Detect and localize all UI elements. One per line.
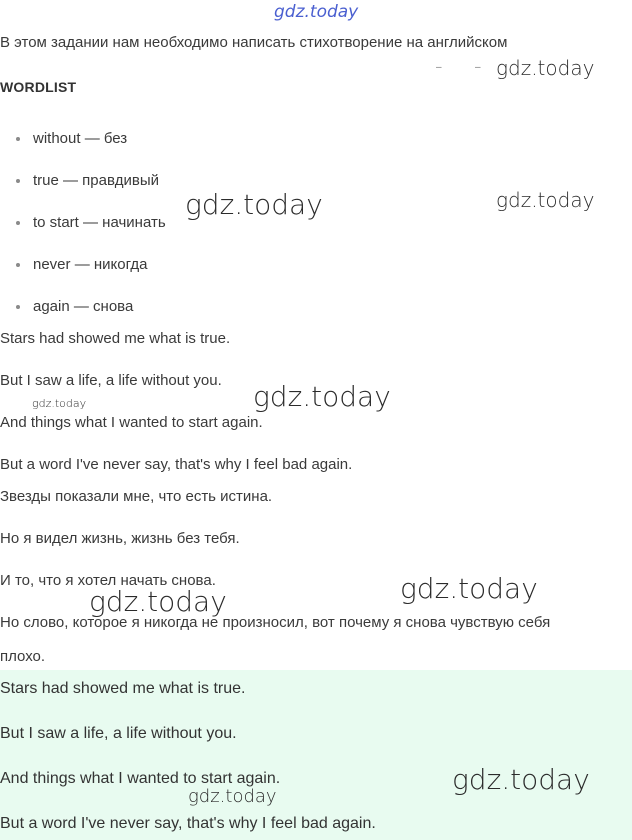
watermark: gdz.today: [400, 572, 538, 605]
watermark: gdz.today: [452, 763, 590, 796]
decor-dash: –: [475, 62, 481, 73]
list-item-text: without — без: [33, 130, 128, 147]
decor-dash: –: [436, 62, 442, 73]
watermark: gdz.today: [188, 786, 277, 807]
watermark: gdz.today: [89, 585, 227, 618]
translation-line: плохо.: [0, 648, 46, 665]
bullet-icon: [16, 137, 20, 141]
list-item-text: never — никогда: [33, 256, 148, 273]
bullet-icon: [16, 305, 20, 309]
watermark: gdz.today: [496, 188, 595, 212]
highlight-line: And things what I wanted to start again.: [0, 770, 281, 787]
translation-line: Но я видел жизнь, жизнь без тебя.: [0, 530, 240, 547]
list-item-text: to start — начинать: [33, 214, 166, 231]
bullet-icon: [16, 179, 20, 183]
highlight-line: But a word I've never say, that's why I feel bad again.: [0, 815, 376, 832]
watermark: gdz.today: [32, 397, 87, 410]
watermark: gdz.today: [253, 380, 391, 413]
watermark: gdz.today: [496, 56, 595, 80]
wordlist-heading: WORDLIST: [0, 79, 77, 95]
watermark: gdz.today: [185, 188, 323, 221]
bullet-icon: [16, 263, 20, 267]
list-item-text: again — снова: [33, 298, 134, 315]
translation-line: И то, что я хотел начать снова.: [0, 572, 216, 589]
translation-line: Но слово, которое я никогда не произносил, вот почему я снова чувствую себя: [0, 614, 551, 631]
poem-line: Stars had showed me what is true.: [0, 330, 231, 347]
poem-line: But a word I've never say, that's why I feel bad again.: [0, 456, 353, 473]
poem-line: And things what I wanted to start again.: [0, 414, 263, 431]
highlight-line: Stars had showed me what is true.: [0, 680, 246, 697]
translation-line: Звезды показали мне, что есть истина.: [0, 488, 273, 505]
poem-line: But I saw a life, a life without you.: [0, 372, 222, 389]
highlight-line: But I saw a life, a life without you.: [0, 725, 237, 742]
watermark-top: gdz.today: [274, 2, 359, 22]
bullet-icon: [16, 221, 20, 225]
list-item-text: true — правдивый: [33, 172, 160, 189]
intro-text: В этом задании нам необходимо написать стихотворение на английском: [0, 34, 508, 51]
